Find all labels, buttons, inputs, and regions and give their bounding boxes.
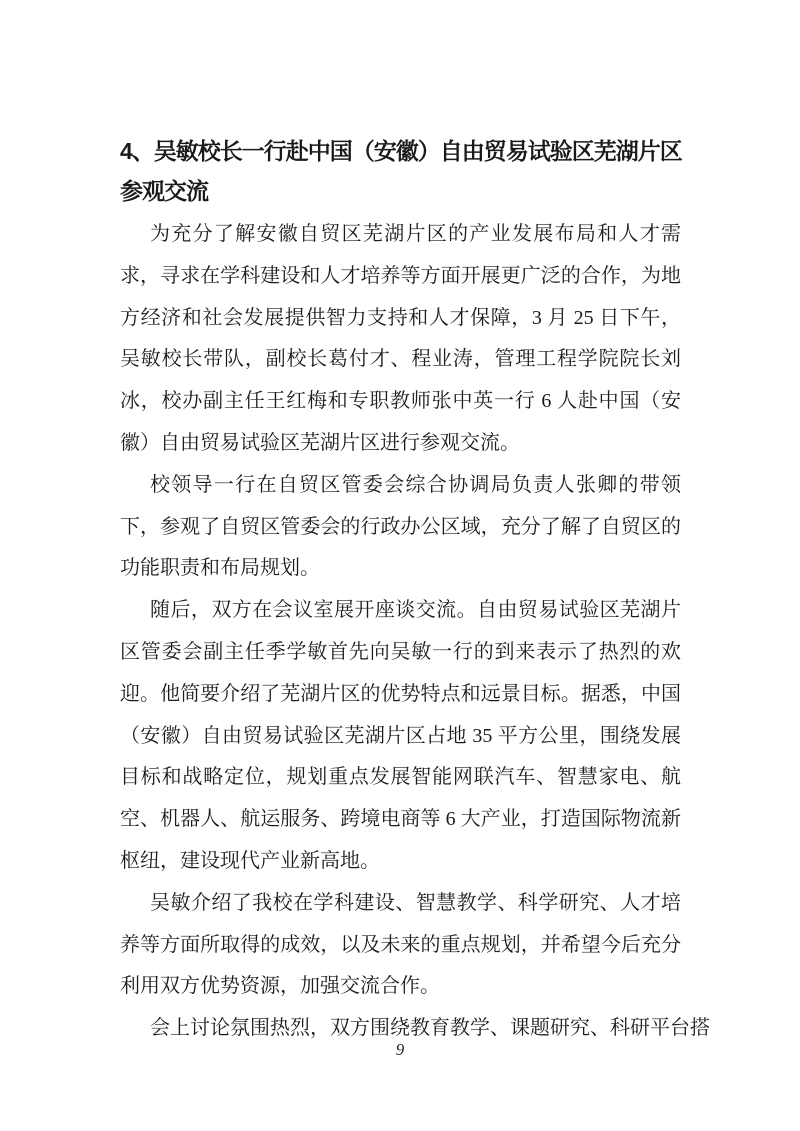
paragraph-3: 随后，双方在会议室展开座谈交流。自由贸易试验区芜湖片区管委会副主任季学敏首先向吴敏一行的到来表示了热烈的欢迎。他简要介绍了芜湖片区的优势特点和远景目标。据悉，中国（安徽）自由贸易试验区芜湖片区占地 35 平方公里，围绕发展目标和战略定位，规划重点发展智能网联汽车、智慧家电、航空、机器人、航运服务、跨境电商等 6 大产业，打造国际物流新枢纽，建设现代产业新高地。 [120,599,681,872]
paragraph-2: 校领导一行在自贸区管委会综合协调局负责人张卿的带领下，参观了自贸区管委会的行政办公区域，充分了解了自贸区的功能职责和布局规划。 [120,473,681,580]
article-title [120,131,681,211]
document-content [120,131,710,1050]
paragraph-4: 吴敏介绍了我校在学科建设、智慧教学、科学研究、人才培养等方面所取得的成效，以及未来的重点规划，并希望今后充分利用双方优势资源，加强交流合作。 [120,891,681,998]
page-number: 9 [395,1040,405,1059]
article-title-line-1: 4、吴敏校长一行赴中国（安徽）自由贸易试验区芜湖片区 [120,138,682,164]
paragraph-1: 为充分了解安徽自贸区芜湖片区的产业发展布局和人才需求，寻求在学科建设和人才培养等方面开展更广泛的合作，为地方经济和社会发展提供智力支持和人才保障，3 月 25 日下午，吴敏校长带队，副校长葛付才、程业涛，管理工程学院院长刘冰，校办副主任王红梅和专职教师张中英一行 6 人赴中国（安徽）自由贸易试验区芜湖片区进行参观交流。 [120,223,681,454]
article-title-line-2: 参观交流 [120,178,208,204]
paragraph-5: 会上讨论氛围热烈，双方围绕教育教学、课题研究、科研平台搭 [150,1017,710,1040]
